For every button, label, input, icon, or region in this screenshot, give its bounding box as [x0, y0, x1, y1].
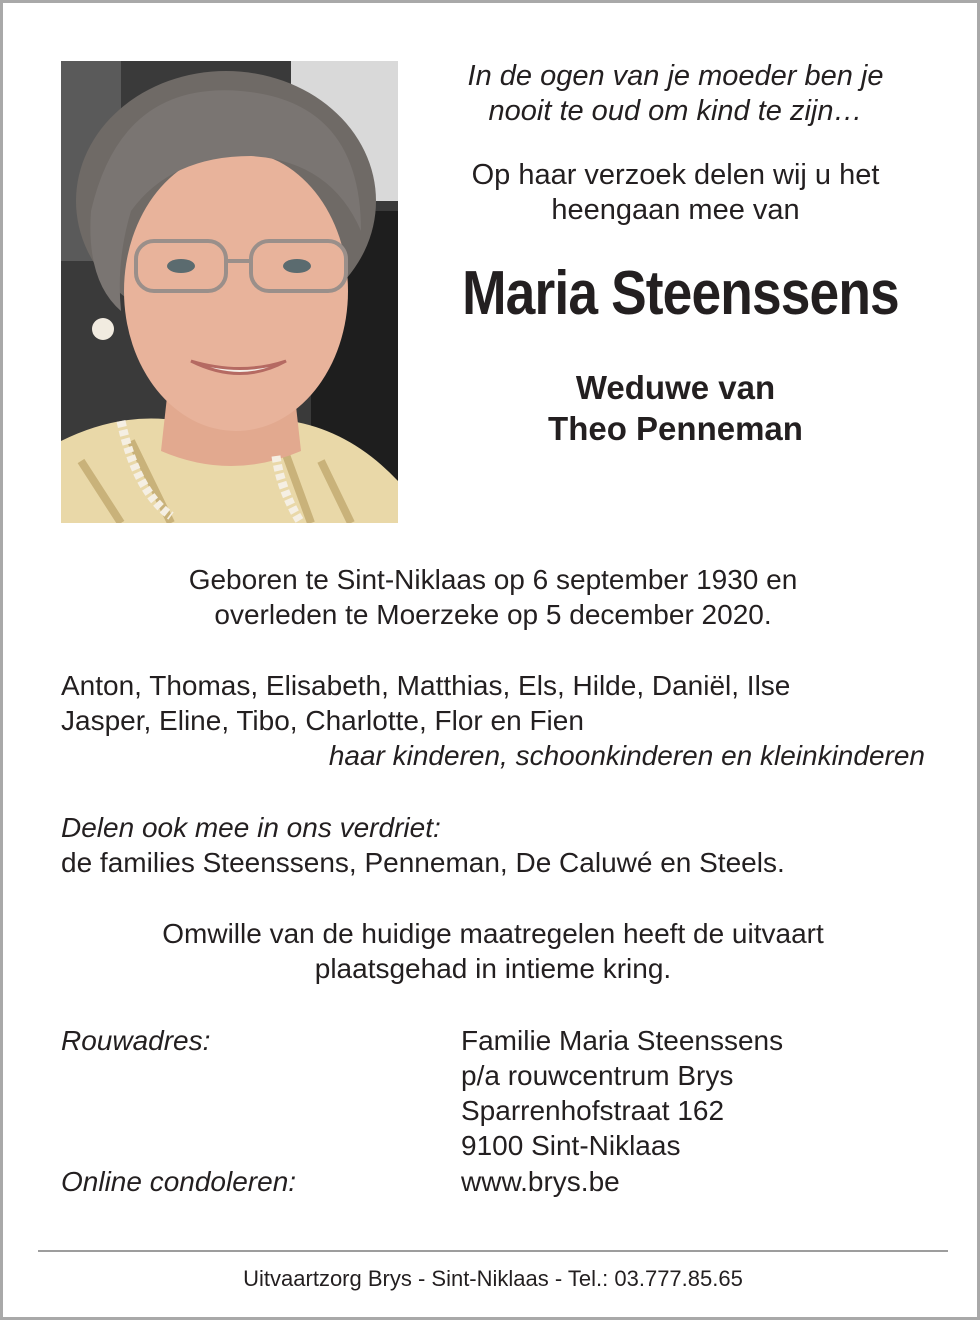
footer-divider [38, 1250, 948, 1252]
measures-line: Omwille van de huidige maatregelen heeft de uitvaart [162, 918, 824, 949]
sharing-label: Delen ook mee in ons verdriet: [61, 812, 441, 843]
intro-quote [423, 59, 928, 129]
address-line: p/a rouwcentrum Brys [461, 1060, 734, 1091]
intro-block [423, 59, 928, 228]
online-condolence-label: Online condoleren: [61, 1166, 297, 1197]
family-names-line: Anton, Thomas, Elisabeth, Matthias, Els, Hilde, Daniël, Ilse [61, 670, 791, 701]
mourning-address [461, 1023, 783, 1163]
portrait-illustration [61, 61, 398, 523]
address-label: Rouwadres: [61, 1025, 211, 1056]
spouse-block [423, 367, 928, 449]
measures-notice [61, 916, 925, 986]
dates-line: Geboren te Sint-Niklaas op 6 september 1930 en [188, 564, 798, 595]
portrait-photo [61, 61, 398, 523]
intro-announcement [423, 158, 928, 228]
spouse-line: Weduwe van [575, 369, 776, 406]
footer-text: Uitvaartzorg Brys - Sint-Niklaas - Tel.: 03.777.85.65 [243, 1266, 743, 1291]
announcement-line: Op haar verzoek delen wij u het [471, 159, 880, 191]
address-line: Sparrenhofstraat 162 [461, 1095, 725, 1126]
family-names-line: Jasper, Eline, Tibo, Charlotte, Flor en Fien [61, 705, 584, 736]
family-relation: haar kinderen, schoonkinderen en kleinkinderen [328, 740, 925, 771]
quote-line: In de ogen van je moeder ben je [467, 60, 884, 92]
deceased-name: Maria Steenssens [462, 259, 899, 328]
quote-line: nooit te oud om kind te zijn… [488, 95, 863, 127]
birth-death-dates [61, 562, 925, 632]
address-line: Familie Maria Steenssens [461, 1025, 784, 1056]
website-link[interactable]: www.brys.be [461, 1166, 620, 1197]
family-block [61, 668, 925, 773]
dates-line: overleden te Moerzeke op 5 december 2020. [214, 599, 772, 630]
address-line: 9100 Sint-Niklaas [461, 1130, 681, 1161]
measures-line: plaatsgehad in intieme kring. [314, 953, 672, 984]
sharing-block [61, 810, 925, 880]
spouse-line: Theo Penneman [548, 410, 803, 447]
sharing-families: de families Steenssens, Penneman, De Caluwé en Steels. [61, 847, 785, 878]
announcement-line: heengaan mee van [551, 194, 800, 226]
